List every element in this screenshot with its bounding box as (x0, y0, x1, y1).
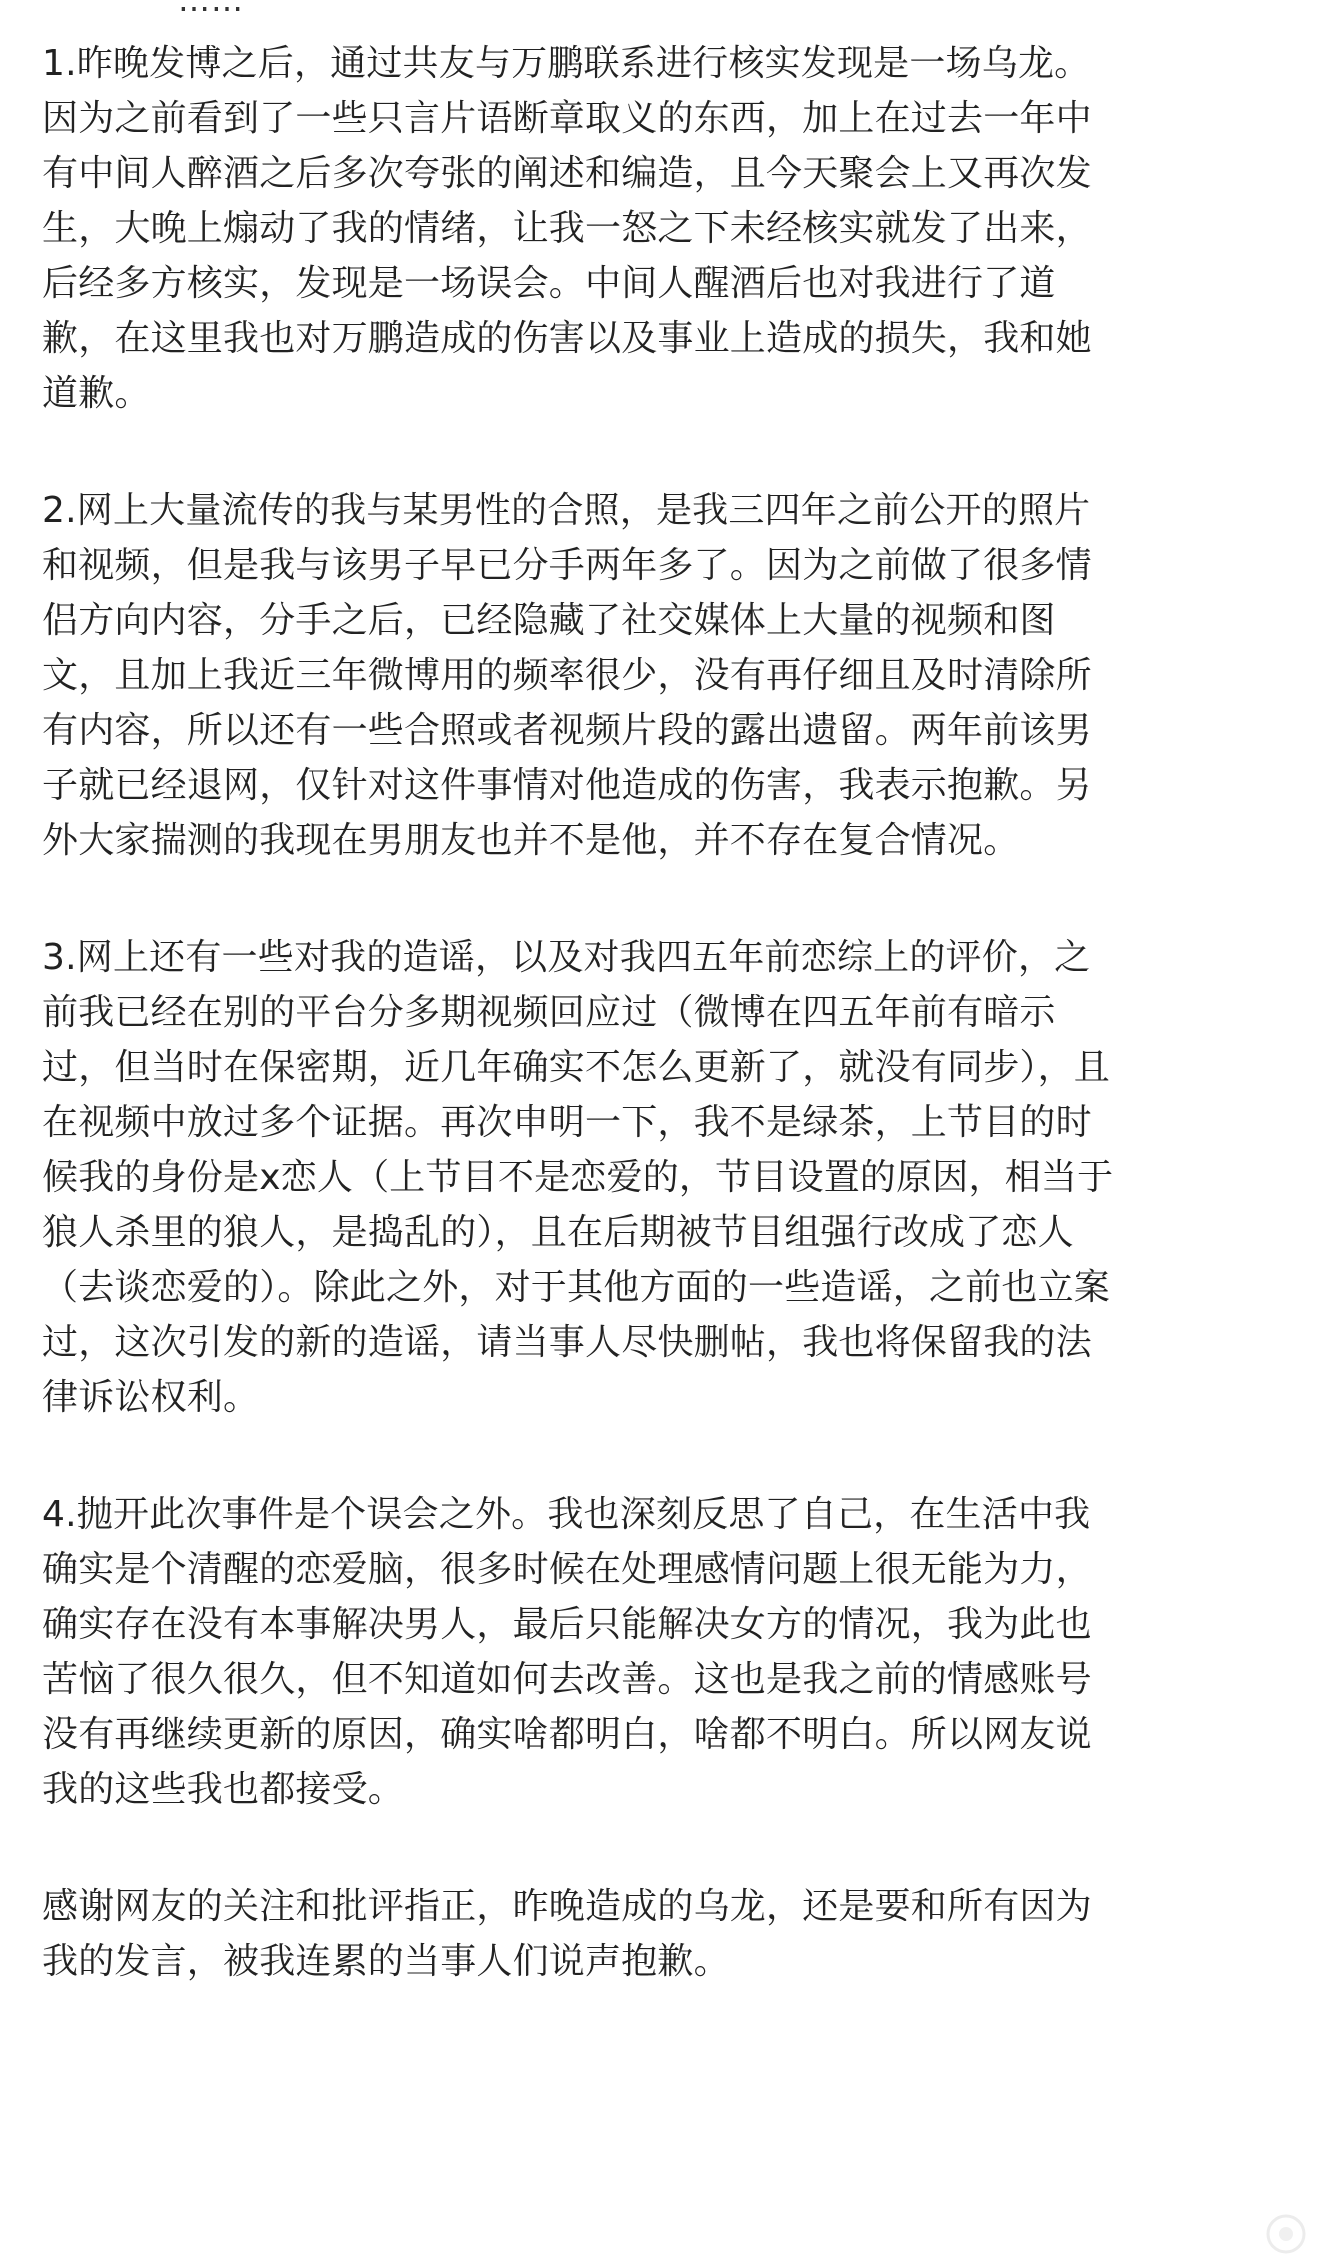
statement-paragraph-2 (42, 483, 1272, 868)
paragraph-line: 3.网上还有一些对我的造谣，以及对我四五年前恋综上的评价，之 (42, 937, 1091, 978)
cropped-header-text: …… (178, 0, 244, 19)
paragraph-line: 苦恼了很久很久，但不知道如何去改善。这也是我之前的情感账号 (42, 1659, 1092, 1700)
paragraph-line: 子就已经退网，仅针对这件事情对他造成的伤害，我表示抱歉。另 (42, 765, 1092, 806)
paragraph-line: 我的发言，被我连累的当事人们说声抱歉。 (42, 1941, 730, 1982)
paragraph-line: 侣方向内容，分手之后，已经隐藏了社交媒体上大量的视频和图 (42, 600, 1056, 641)
paragraph-line: 感谢网友的关注和批评指正，昨晚造成的乌龙，还是要和所有因为 (42, 1886, 1092, 1927)
paragraph-line: 2.网上大量流传的我与某男性的合照，是我三四年之前公开的照片 (42, 490, 1091, 531)
statement-paragraph-3 (42, 930, 1272, 1425)
paragraph-line: （去谈恋爱的）。除此之外，对于其他方面的一些造谣，之前也立案 (42, 1267, 1111, 1308)
paragraph-line: 后经多方核实，发现是一场误会。中间人醒酒后也对我进行了道 (42, 263, 1056, 304)
statement-content (42, 36, 1272, 2051)
paragraph-line: 确实存在没有本事解决男人，最后只能解决女方的情况，我为此也 (42, 1604, 1092, 1645)
statement-paragraph-4 (42, 1487, 1272, 1817)
paragraph-line: 生，大晚上煽动了我的情绪，让我一怒之下未经核实就发了出来， (42, 208, 1092, 249)
paragraph-line: 没有再继续更新的原因，确实啥都明白，啥都不明白。所以网友说 (42, 1714, 1092, 1755)
paragraph-line: 和视频，但是我与该男子早已分手两年多了。因为之前做了很多情 (42, 545, 1092, 586)
paragraph-line: 我的这些我也都接受。 (42, 1769, 405, 1810)
paragraph-line: 前我已经在别的平台分多期视频回应过（微博在四五年前有暗示 (42, 992, 1056, 1033)
statement-paragraph-1 (42, 36, 1272, 421)
paragraph-line: 4.抛开此次事件是个误会之外。我也深刻反思了自己，在生活中我 (42, 1494, 1091, 1535)
paragraph-line: 外大家揣测的我现在男朋友也并不是他，并不存在复合情况。 (42, 820, 1020, 861)
paragraph-line: 文，且加上我近三年微博用的频率很少，没有再仔细且及时清除所 (42, 655, 1092, 696)
paragraph-line: 过，这次引发的新的造谣，请当事人尽快删帖，我也将保留我的法 (42, 1322, 1092, 1363)
paragraph-line: 1.昨晚发博之后，通过共友与万鹏联系进行核实发现是一场乌龙。 (42, 43, 1091, 84)
paragraph-line: 狼人杀里的狼人，是捣乱的），且在后期被节目组强行改成了恋人 (42, 1212, 1074, 1253)
watermark-logo-icon (1264, 2212, 1308, 2256)
paragraph-line: 候我的身份是x恋人（上节目不是恋爱的，节目设置的原因，相当于 (42, 1157, 1114, 1198)
paragraph-line: 过，但当时在保密期，近几年确实不怎么更新了，就没有同步），且 (42, 1047, 1111, 1088)
paragraph-line: 在视频中放过多个证据。再次申明一下，我不是绿茶，上节目的时 (42, 1102, 1092, 1143)
paragraph-line: 道歉。 (42, 373, 151, 414)
paragraph-line: 律诉讼权利。 (42, 1377, 260, 1418)
paragraph-line: 确实是个清醒的恋爱脑，很多时候在处理感情问题上很无能为力， (42, 1549, 1092, 1590)
paragraph-line: 因为之前看到了一些只言片语断章取义的东西，加上在过去一年中 (42, 98, 1092, 139)
paragraph-line: 有内容，所以还有一些合照或者视频片段的露出遗留。两年前该男 (42, 710, 1092, 751)
paragraph-line: 有中间人醉酒之后多次夸张的阐述和编造，且今天聚会上又再次发 (42, 153, 1092, 194)
statement-paragraph-5 (42, 1879, 1272, 1989)
paragraph-line: 歉，在这里我也对万鹏造成的伤害以及事业上造成的损失，我和她 (42, 318, 1092, 359)
